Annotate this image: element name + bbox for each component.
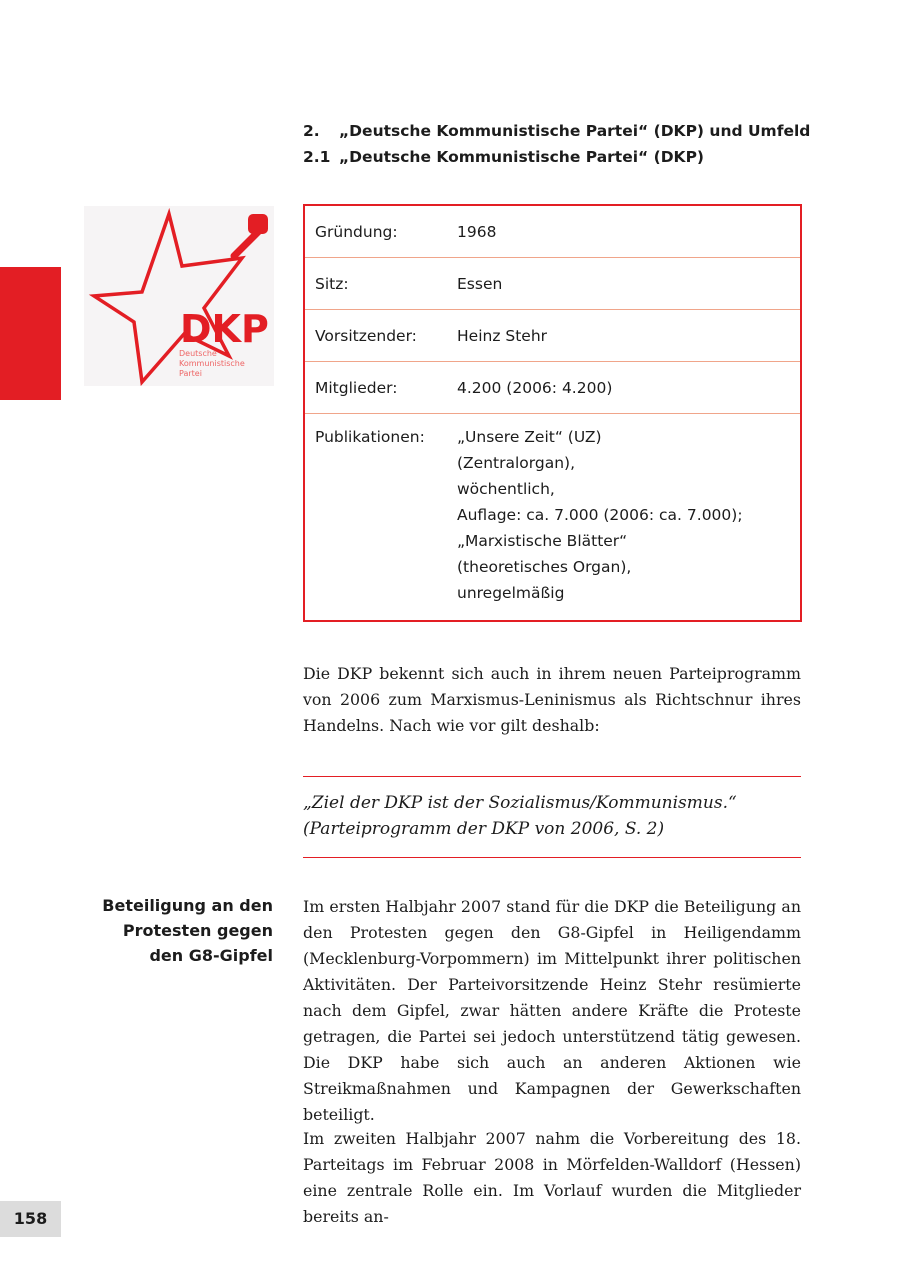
publications-list (457, 424, 800, 606)
publication-line: „Marxistische Blätter“ (457, 532, 628, 550)
fact-label: Gründung: (315, 222, 398, 241)
logo-caption-line-1: Deutsche (179, 349, 217, 358)
fact-row-publications (305, 414, 800, 620)
fact-row-members (305, 362, 800, 414)
logo-letters: DKP (180, 307, 269, 351)
fact-value: 1968 (457, 222, 497, 241)
fact-label: Sitz: (315, 274, 349, 293)
fact-value: 4.200 (2006: 4.200) (457, 378, 613, 397)
heading-2 (303, 118, 823, 144)
publication-line: (theoretisches Organ), (457, 558, 632, 576)
section-color-tab (0, 267, 61, 400)
section-headings (303, 118, 823, 170)
publication-line: Auflage: ca. 7.000 (2006: ca. 7.000); (457, 506, 743, 524)
star-fist-icon (84, 206, 274, 386)
heading-2-1-number: 2.1 (303, 148, 331, 166)
dkp-logo (84, 206, 274, 386)
fact-row-seat (305, 258, 800, 310)
g8-paragraph: Im ersten Halbjahr 2007 stand für die DKP die Beteiligung an den Protesten gegen den G8-Gipfel in Heiligendamm (Mecklenburg-Vorpommern) im Mittelpunkt ihrer politischen Aktivitäten. Der Parteivorsitzende Heinz Stehr resümierte nach dem Gipfel, zwar hätten andere Kräfte die Proteste getragen, die Partei sei jedoch unterstützend tätig gewesen. Die DKP habe sich auch an anderen Aktionen wie Streikmaßnahmen und Kampagnen der Gewerkschaften beteiligt. (303, 897, 801, 1124)
quote-source: (Parteiprogramm der DKP von 2006, S. 2) (303, 819, 665, 839)
logo-caption-line-3: Partei (179, 369, 202, 378)
intro-paragraph: Die DKP bekennt sich auch in ihrem neuen Parteiprogramm von 2006 zum Marxismus-Leninismus als Richtschnur ihres Handelns. Nach wie vor gilt deshalb: (303, 664, 801, 735)
margin-heading-line: den G8-Gipfel (149, 946, 273, 965)
quote-text (303, 790, 801, 842)
heading-2-1-title: „Deutsche Kommunistische Partei“ (DKP) (339, 148, 705, 166)
publication-line: (Zentralorgan), (457, 454, 575, 472)
publication-line: wöchentlich, (457, 480, 555, 498)
fact-label: Publikationen: (315, 428, 425, 446)
fact-row-founding (305, 206, 800, 258)
fact-label: Mitglieder: (315, 378, 398, 397)
margin-heading-line: Protesten gegen (122, 921, 273, 940)
logo-caption-line-2: Kommunistische (179, 359, 245, 368)
heading-2-number: 2. (303, 122, 320, 140)
program-quote (303, 776, 801, 858)
heading-2-1 (303, 144, 823, 170)
fact-box (303, 204, 802, 622)
margin-heading (73, 893, 273, 968)
publication-line: „Unsere Zeit“ (UZ) (457, 428, 602, 446)
fact-value: Heinz Stehr (457, 326, 548, 345)
fact-row-chairman (305, 310, 800, 362)
fact-value: Essen (457, 274, 503, 293)
heading-2-title: „Deutsche Kommunistische Partei“ (DKP) und Umfeld (339, 122, 811, 140)
quote-line: „Ziel der DKP ist der Sozialismus/Kommunismus.“ (303, 793, 737, 813)
margin-heading-line: Beteiligung an den (102, 896, 273, 915)
fact-label: Vorsitzender: (315, 326, 417, 345)
party-congress-paragraph: Im zweiten Halbjahr 2007 nahm die Vorbereitung des 18. Parteitags im Februar 2008 in Mörfelden-Walldorf (Hessen) eine zentrale Rolle ein. Im Vorlauf wurden die Mitglieder bereits an- (303, 1129, 801, 1226)
publication-line: unregelmäßig (457, 584, 565, 602)
page-number: 158 (0, 1201, 61, 1237)
